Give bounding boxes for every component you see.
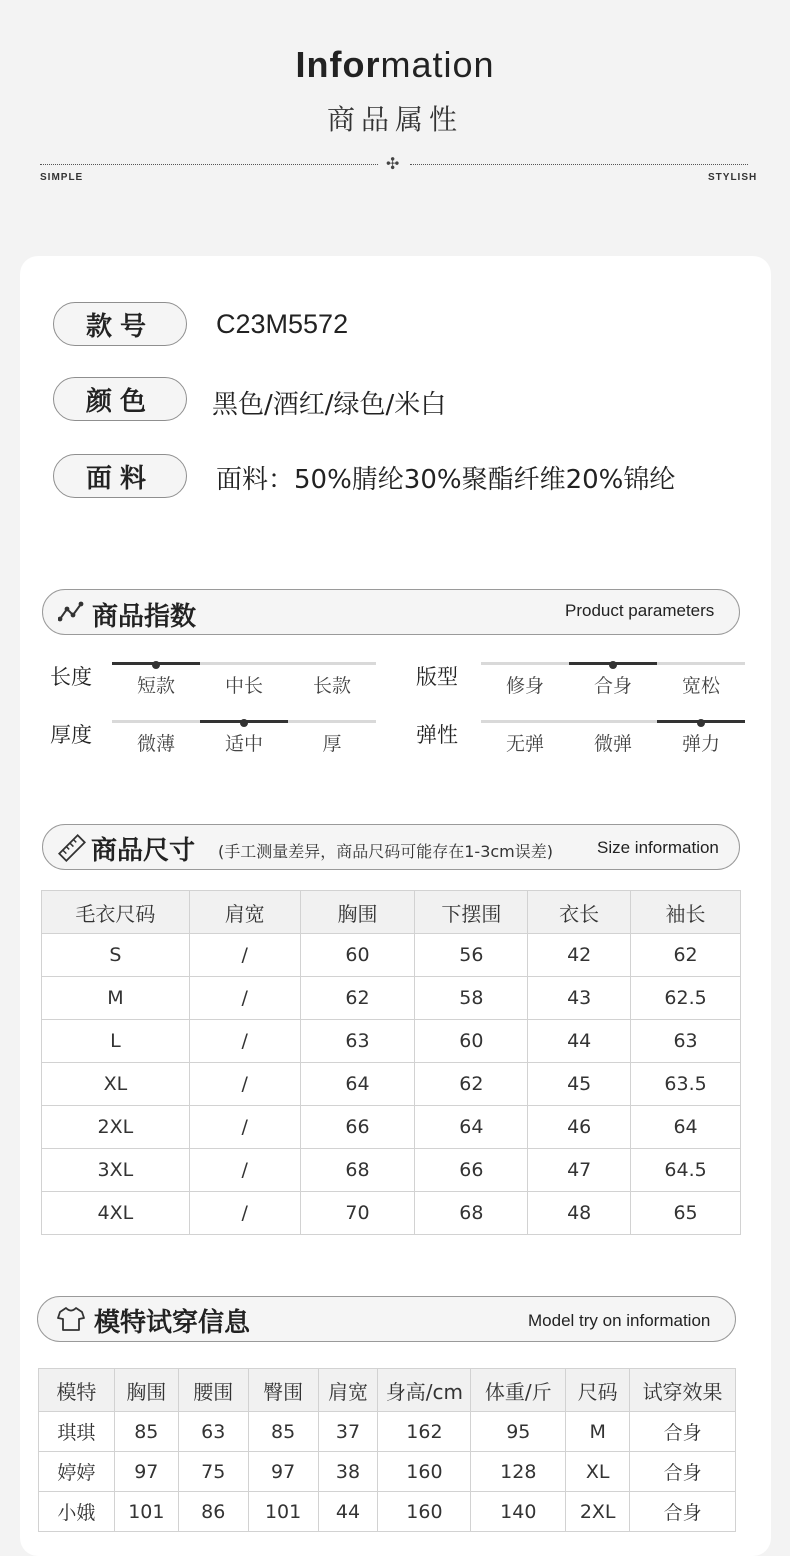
tag-stylish: STYLISH — [708, 172, 758, 183]
table-cell: 75 — [178, 1452, 248, 1492]
model-header-cell: 腰围 — [178, 1369, 248, 1412]
param-option: 宽松 — [681, 675, 720, 697]
attr-value-style-no: C23M5572 — [216, 309, 349, 339]
table-cell: 63 — [631, 1020, 741, 1063]
attr-label-fabric: 面料 — [53, 454, 187, 498]
table-cell: 64.5 — [631, 1149, 741, 1192]
param-option: 微弹 — [593, 733, 632, 755]
model-header-cell: 胸围 — [114, 1369, 178, 1412]
param-option: 弹力 — [681, 733, 720, 755]
params-section-en: Product parameters — [565, 601, 715, 620]
table-cell: M — [42, 977, 190, 1020]
size-table-row — [42, 1063, 741, 1106]
table-cell: 64 — [631, 1106, 741, 1149]
table-cell: S — [42, 934, 190, 977]
table-cell: / — [189, 977, 300, 1020]
table-cell: 合身 — [630, 1452, 736, 1492]
table-cell: M — [566, 1412, 630, 1452]
table-cell: 合身 — [630, 1412, 736, 1452]
size-table-row — [42, 1020, 741, 1063]
size-table-row — [42, 1106, 741, 1149]
table-cell: 68 — [300, 1149, 415, 1192]
table-cell: 128 — [471, 1452, 566, 1492]
table-cell: 65 — [631, 1192, 741, 1235]
table-cell: 63 — [300, 1020, 415, 1063]
size-table-row — [42, 934, 741, 977]
table-cell: 60 — [415, 1020, 528, 1063]
param-label: 长度 — [50, 665, 92, 689]
table-cell: 63 — [178, 1412, 248, 1452]
table-cell: 2XL — [42, 1106, 190, 1149]
table-cell: 4XL — [42, 1192, 190, 1235]
trend-line-icon — [58, 601, 84, 623]
param-option: 修身 — [505, 675, 544, 697]
param-option: 中长 — [224, 675, 263, 697]
param-scale-marker — [240, 719, 248, 727]
model-table-row — [39, 1492, 736, 1532]
size-table-row — [42, 977, 741, 1020]
table-cell: 43 — [528, 977, 631, 1020]
table-cell: 合身 — [630, 1492, 736, 1532]
table-cell: 160 — [378, 1452, 471, 1492]
table-cell: XL — [566, 1452, 630, 1492]
model-header-cell: 尺码 — [566, 1369, 630, 1412]
model-table-header — [39, 1369, 736, 1412]
table-cell: L — [42, 1020, 190, 1063]
table-cell: 85 — [248, 1412, 318, 1452]
param-scale-marker — [697, 719, 705, 727]
table-cell: 48 — [528, 1192, 631, 1235]
table-cell: 38 — [318, 1452, 378, 1492]
size-header-cell: 衣长 — [528, 891, 631, 934]
table-cell: 44 — [318, 1492, 378, 1532]
table-cell: 66 — [415, 1149, 528, 1192]
table-cell: 婷婷 — [39, 1452, 115, 1492]
table-cell: 64 — [415, 1106, 528, 1149]
title-bold: Infor — [295, 44, 381, 85]
page-subtitle: 商品属性 — [326, 103, 463, 136]
size-table-row — [42, 1192, 741, 1235]
table-cell: 86 — [178, 1492, 248, 1532]
table-cell: 56 — [415, 934, 528, 977]
size-table-row — [42, 1149, 741, 1192]
param-option: 微薄 — [136, 733, 175, 755]
param-label: 版型 — [416, 665, 458, 689]
table-cell: 68 — [415, 1192, 528, 1235]
table-cell: 2XL — [566, 1492, 630, 1532]
shirt-icon — [57, 1306, 85, 1332]
model-table-row — [39, 1412, 736, 1452]
table-cell: 45 — [528, 1063, 631, 1106]
table-cell: 小娥 — [39, 1492, 115, 1532]
table-cell: 101 — [114, 1492, 178, 1532]
param-option: 无弹 — [505, 733, 544, 755]
param-scale-marker — [152, 661, 160, 669]
tag-simple: SIMPLE — [40, 172, 84, 183]
size-header-cell: 肩宽 — [189, 891, 300, 934]
table-cell: 63.5 — [631, 1063, 741, 1106]
table-cell: 46 — [528, 1106, 631, 1149]
attr-label-color: 颜色 — [53, 377, 187, 421]
param-scale-marker — [609, 661, 617, 669]
param-option: 短款 — [136, 675, 175, 697]
size-section-note: (手工测量差异，商品尺码可能存在1-3cm误差) — [218, 842, 554, 861]
table-cell: 66 — [300, 1106, 415, 1149]
param-label: 弹性 — [416, 723, 458, 747]
param-option: 适中 — [224, 733, 263, 755]
table-cell: 62.5 — [631, 977, 741, 1020]
table-cell: 64 — [300, 1063, 415, 1106]
model-table-row — [39, 1452, 736, 1492]
param-option: 厚 — [322, 733, 342, 755]
size-header-cell: 胸围 — [300, 891, 415, 934]
size-table-header — [42, 891, 741, 934]
cross-ornament-icon: ✣ — [386, 154, 400, 173]
page-title — [0, 44, 790, 86]
title-light: mation — [380, 44, 495, 85]
divider-right — [410, 164, 748, 165]
table-cell: / — [189, 1192, 300, 1235]
size-table — [41, 890, 741, 1235]
table-cell: 62 — [300, 977, 415, 1020]
table-cell: / — [189, 934, 300, 977]
table-cell: 97 — [114, 1452, 178, 1492]
table-cell: / — [189, 1063, 300, 1106]
attr-label-style-no: 款号 — [53, 302, 187, 346]
table-cell: / — [189, 1020, 300, 1063]
params-section-title: 商品指数 — [92, 602, 197, 632]
table-cell: 160 — [378, 1492, 471, 1532]
model-section-title: 模特试穿信息 — [94, 1308, 251, 1338]
table-cell: 95 — [471, 1412, 566, 1452]
size-header-cell: 下摆围 — [415, 891, 528, 934]
table-cell: / — [189, 1106, 300, 1149]
table-cell: 琪琪 — [39, 1412, 115, 1452]
table-cell: 44 — [528, 1020, 631, 1063]
divider-left — [40, 164, 378, 165]
model-header-cell: 模特 — [39, 1369, 115, 1412]
model-section-en: Model try on information — [528, 1311, 711, 1330]
size-header-cell: 袖长 — [631, 891, 741, 934]
table-cell: 140 — [471, 1492, 566, 1532]
table-cell: 62 — [415, 1063, 528, 1106]
size-section-en: Size information — [597, 838, 719, 857]
model-header-cell: 身高/cm — [378, 1369, 471, 1412]
table-cell: 58 — [415, 977, 528, 1020]
table-cell: 62 — [631, 934, 741, 977]
ruler-icon — [58, 834, 86, 862]
table-cell: 101 — [248, 1492, 318, 1532]
attr-value-color: 黑色/酒红/绿色/米白 — [212, 390, 447, 420]
table-cell: 70 — [300, 1192, 415, 1235]
model-header-cell: 体重/斤 — [471, 1369, 566, 1412]
model-table — [38, 1368, 736, 1532]
table-cell: 162 — [378, 1412, 471, 1452]
param-option: 长款 — [312, 675, 351, 697]
model-header-cell: 试穿效果 — [630, 1369, 736, 1412]
param-label: 厚度 — [50, 723, 92, 747]
table-cell: 37 — [318, 1412, 378, 1452]
table-cell: 3XL — [42, 1149, 190, 1192]
model-header-cell: 肩宽 — [318, 1369, 378, 1412]
size-section-title: 商品尺寸 — [91, 836, 196, 866]
table-cell: 97 — [248, 1452, 318, 1492]
size-header-cell: 毛衣尺码 — [42, 891, 190, 934]
table-cell: 47 — [528, 1149, 631, 1192]
param-option: 合身 — [593, 675, 632, 697]
table-cell: 60 — [300, 934, 415, 977]
table-cell: 42 — [528, 934, 631, 977]
table-cell: 85 — [114, 1412, 178, 1452]
table-cell: XL — [42, 1063, 190, 1106]
table-cell: / — [189, 1149, 300, 1192]
model-header-cell: 臀围 — [248, 1369, 318, 1412]
attr-value-fabric: 面料：50%腈纶30%聚酯纤维20%锦纶 — [216, 465, 676, 495]
